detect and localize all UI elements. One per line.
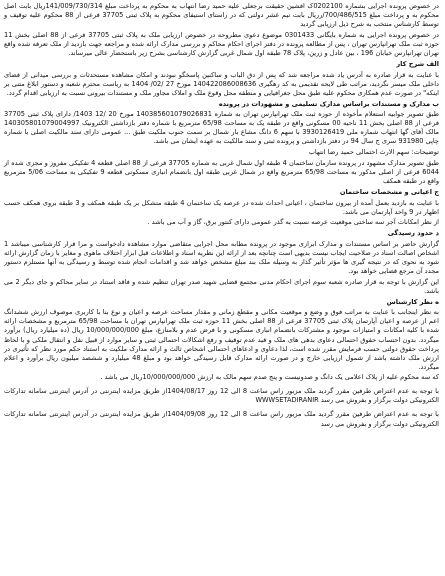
limits-paragraph: گزارش حاضر بر اساس مستندات و مدارک ابرازی موجود در پرونده مطابه محل اجرایی متقاضی موارد مشاهده دادخواست و مرا قرار کارشناسی میباشد 1 اشخاص اصالت اسناد در صلاحیت ایجاب نیست بدیهی است چنانچه بعد از ارائه این نظریه اسناد و اطلاعات قبل ابزار اختلاف ماهوی و مغایر با زمان گزارش ارائه شود به نحوی که در نتیجه گیری ها مؤثر تأثیر گذار به وسیله ملک بند مبلغ مشخص خواهد شد و اقدامات انجام شده توسط و رسیدگی به آنها مستلزم دستور مجدد آن مرجع قضایی خواهد بود.	[4, 239, 439, 276]
court-paragraph: این گزارش با توجه به قرار صادره شعبه سوم اجرای احکام مدنی مجتمع قضایی شهید صدر تهران تنظیم شده و فاقد استناد در سایر محاکم و جای دیگر 2 می باشد.	[4, 277, 439, 295]
building-paragraph: با عنایت به بازدید بعمل آمده از بیرون ساختمان ، اعیانی احداث شده در عرصه یک ساختمان 4 طبقه متشکل بر یک طبقه همکف و 3 طبقه بروی همکف حسب اظهار در 9 واحد آپارتمان می باشد.	[4, 198, 440, 216]
opinion-paragraph: به نظر اینجانب با عنایت به مراتب فوق و وضع و موقعیت مکانی و مقطع زمانی و مقدار مساحت عرصه و اعیان و نوع بنا با کاربری موصوف ارزش ششدانگ اعم از عرصه و اعیان آپارتمان پلاک ثبتی 37705 فرعی از 88 اصلی بخش 11 حوزه ثبت ملک تهرانپارس تهران با مساحت 65/98 مترمربع و مشخصات ارائه شده با کلیه امکانات و امتیازات موجود و مشترکات بانضمام انباری مسکونی و با فرض عدم و بلامنازع، مبلغ 10/000/000/000 ریال (ده میلیارد ریال) برآورد میگردد. بدون احتساب حقوق احتمالی دعاوی بدهی های ملک و قید عدم توقیف و رفع اشکالات احتمالی ثبتی و سایر موارد از قبیل نقل و انتقال ملکی و با لحاظ پرداخت حقوق دولتی حسب فرمایش مقرر شده است، لذا دعاوی و ادعاهای احتمالی اشخاص ثالث و ارائه مدارک ملکیت به استناد حکم مورد نظر که تأثیری در ارزش ملک داشته باشد از شمول ارزیابی خارج و در صورت ارائه مدارک قابل رسیدگی خواهد بود و مبلغ 48 میلیارد و ششصد میلیون ریال برآورد و اعلام میگردد.	[4, 308, 439, 371]
property-paragraph: طبق تصویر مدارک مشهود در پرونده سازمان ساختمان 4 طبقه اول شمال غربی به شماره 37705 فرعی از 88 اصلی قطعه 4 تفکیکی مفروز و مجزی شده از 6044 فرعی از اصلی مذکور به مساحت 65/98 مترمربع واقع در شمال غربی طبقه اول بانضمام انباری مسکونی قطعه 9 تفکیکی به مساحت 5/06 مترمربع واقع در طبقه همکف	[4, 158, 439, 185]
section-heading-building: ج اعیانی و مشخصات ساختمان	[339, 187, 439, 196]
share-value-paragraph: که سه محکوم علیه از پلاک اعلامی یک دانگ و صدونیست و پنج صدم سهم مالک به ارزش 10/000/000/000ریال می باشد .	[100, 373, 439, 382]
section-heading-limits: د حدود رسیدگی	[387, 229, 439, 238]
auction-first-date-paragraph: با توجه به عدم اعتراض طرفین مقرر گردید ملک مزبور راس ساعت 8 الی 12 روز 1404/08/17از طریق مزایده اینترنتی در آدرس اینترنتی سامانه تدارکات الکترونیکی دولت برگزار و بفروش می رسد WWWSETADIRANIR	[4, 387, 440, 405]
case-paragraph: در خصوص پرونده اجرایی به شماره بایگانی 0301433 موضوع دعوی مطروحه در خصوص ارزیابی ملک به پلاک ثبتی 37705 فرعی از 88 اصلی بخش 11 حوزه ثبت ملک تهرانپارس تهران ، پس از مطالعه پرونده در دفتر اجرای احکام محاکم و بررسی مدارک ارائه شده و مراجعه جهت بازدید از ملک تعرفه شده واقع تهران تهرانپارس خیابان 196 ، بین عادل و زرین، پلاک 78 طبقه اول شمال غربی گزارش کارشناسی بشرح زیر باستحضار عالی میرساند.	[4, 30, 439, 57]
section-heading-scope: الف شرح کار	[396, 59, 439, 68]
section-heading-documents: ب مدارک و مستندات براساس مدارک تسلیمی و مشهودات در پرونده	[218, 99, 439, 108]
auction-second-date-paragraph: با توجه به عدم اعتراض طرفین مقرر گردید ملک مزبور راس ساعت 8 الی 12 روز 1404/09/08از طریق مزایده اینترنتی در آدرس اینترنتی سامانه تدارکات الکترونیکی دولت برگزار و بفروش می رسد	[4, 410, 440, 428]
notes-paragraph: توضیحات: سهم الارث احتمالی حمید رضا انتهاب	[308, 148, 439, 157]
facilities-paragraph: از نظر امکانات آجر سه ساختی موقعیت عرصه نسبت به گذر عمومی دارای کنتور برق، گاز و آب می باشد .	[147, 218, 439, 227]
intro-paragraph: در خصوص پرونده اجرایی بشماره 0202100ک افشین حقیقت برجعلی علیه حمید رضا انتهاب به محکوم به پرداخت مبلغ 141/009/730/314ریال بابت اصل محکوم به و پرداخت مبلغ 700/486/515/رریال بابت نیم عشر دولتی که در راستای استیفای محکوم به پلاک ثبتی 37705 فرعی از 88 محکوم علیه توقیف و توسط کارشناس منتخب به شرح ذیل ارزیابی گردید	[4, 2, 439, 29]
documents-paragraph: طبق تصویر جوابیه استعلام مأخوذه از حوزه ثبت ملک تهرانپارس تهران به شماره 140385601079026831 مورخ 20 /12 1403/ دارای پلاک ثبتی 37705 فرعی از 88 اصلی بخش 11 ناحیه 00 مسکونی واقع در طبقه یک به مساحت 65/98 مترمربع با شماره دفتر بازداشتی الکترونیک 140305801079004997 مالک آقای گها انتهاب شماره ملی 3930126419 با سهم 6 دانگ مشاع بار شمال بر سمت جنوب ملکیت طبق ... عمومی دارای سند مالکیت اصلی با شماره چاپی 931980 سری ج سال 94 در دفتر بازداشتی و پرونده ثبتی و سند مالکیت به عهده ایشان می باشد.	[4, 110, 439, 146]
scope-paragraph: با عنایت به قرار صادره به آدرس یاد شده مراجعه شد که پس از دق الباب و ساکنین پاسخگو نبودند و امکان مشاهده مستحدثات و بررسی میدانی از فضای داخلی ملک میسر نگردید، مراتب طی لایحه تقدیمی به کد رهگیری 140422086008636 مورخ 27 /02/ 1404 به ریاست محترم شعبه و دستور ابلاغ متنی بر اینکه" در صورت عدم همکاری محکوم علیه طبق محل جغرافیایی و منطقه محل وقوع ملک و املاک مجاور ملک و مستندات بیرونی نسبت به ارزیابی اقدام گردد.	[4, 70, 439, 97]
section-heading-opinion: ه نظر کارشناس	[386, 297, 439, 306]
